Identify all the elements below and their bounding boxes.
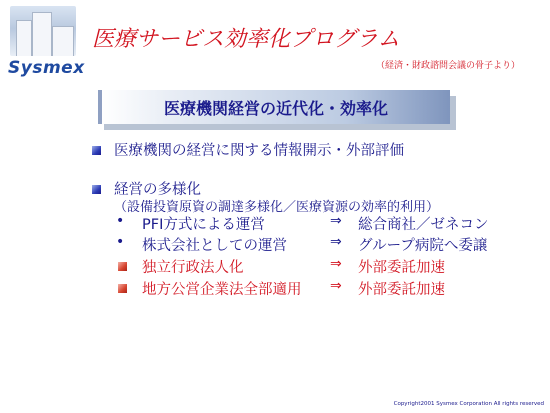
- right-arrow-icon: ⇒: [330, 278, 342, 294]
- right-arrow-icon: ⇒: [330, 213, 342, 229]
- subitem-label: PFI方式による運営: [142, 217, 265, 233]
- bullet-square-icon: [118, 262, 127, 271]
- copyright-notice: Copyright2001 Sysmex Corporation All rights reserved: [393, 401, 544, 407]
- bullet-text: 経営の多様化: [114, 182, 201, 198]
- dot-bullet-icon: •: [116, 234, 125, 250]
- bullet-subtitle: （設備投資原資の調達多様化／医療資源の効率的利用）: [114, 200, 440, 215]
- right-arrow-icon: ⇒: [330, 234, 342, 250]
- subitem-result: 総合商社／ゼネコン: [358, 217, 489, 233]
- banner-box: [98, 90, 450, 124]
- source-note: （経済・財政諮問会議の骨子より）: [376, 61, 521, 71]
- bullet-square-icon: [118, 284, 127, 293]
- banner-text: 医療機関経営の近代化・効率化: [163, 98, 388, 118]
- right-arrow-icon: ⇒: [330, 256, 342, 272]
- bullet-text: 医療機関の経営に関する情報開示・外部評価: [114, 143, 404, 159]
- bullet-square-icon: [92, 185, 101, 194]
- logo-text: Sysmex: [8, 58, 85, 78]
- subitem-result: 外部委託加速: [358, 282, 445, 298]
- subitem-result: グループ病院へ委譲: [358, 238, 488, 254]
- subitem-label: 独立行政法人化: [142, 260, 244, 276]
- subitem-label: 株式会社としての運営: [142, 238, 287, 254]
- dot-bullet-icon: •: [116, 213, 125, 229]
- bullet-square-icon: [92, 146, 101, 155]
- subitem-label: 地方公営企業法全部適用: [142, 282, 302, 298]
- company-logo: [4, 4, 85, 78]
- section-banner: [98, 90, 450, 124]
- subitem-result: 外部委託加速: [358, 260, 445, 276]
- building-photo: [10, 6, 76, 56]
- slide-title: 医療サービス効率化プログラム: [92, 27, 400, 52]
